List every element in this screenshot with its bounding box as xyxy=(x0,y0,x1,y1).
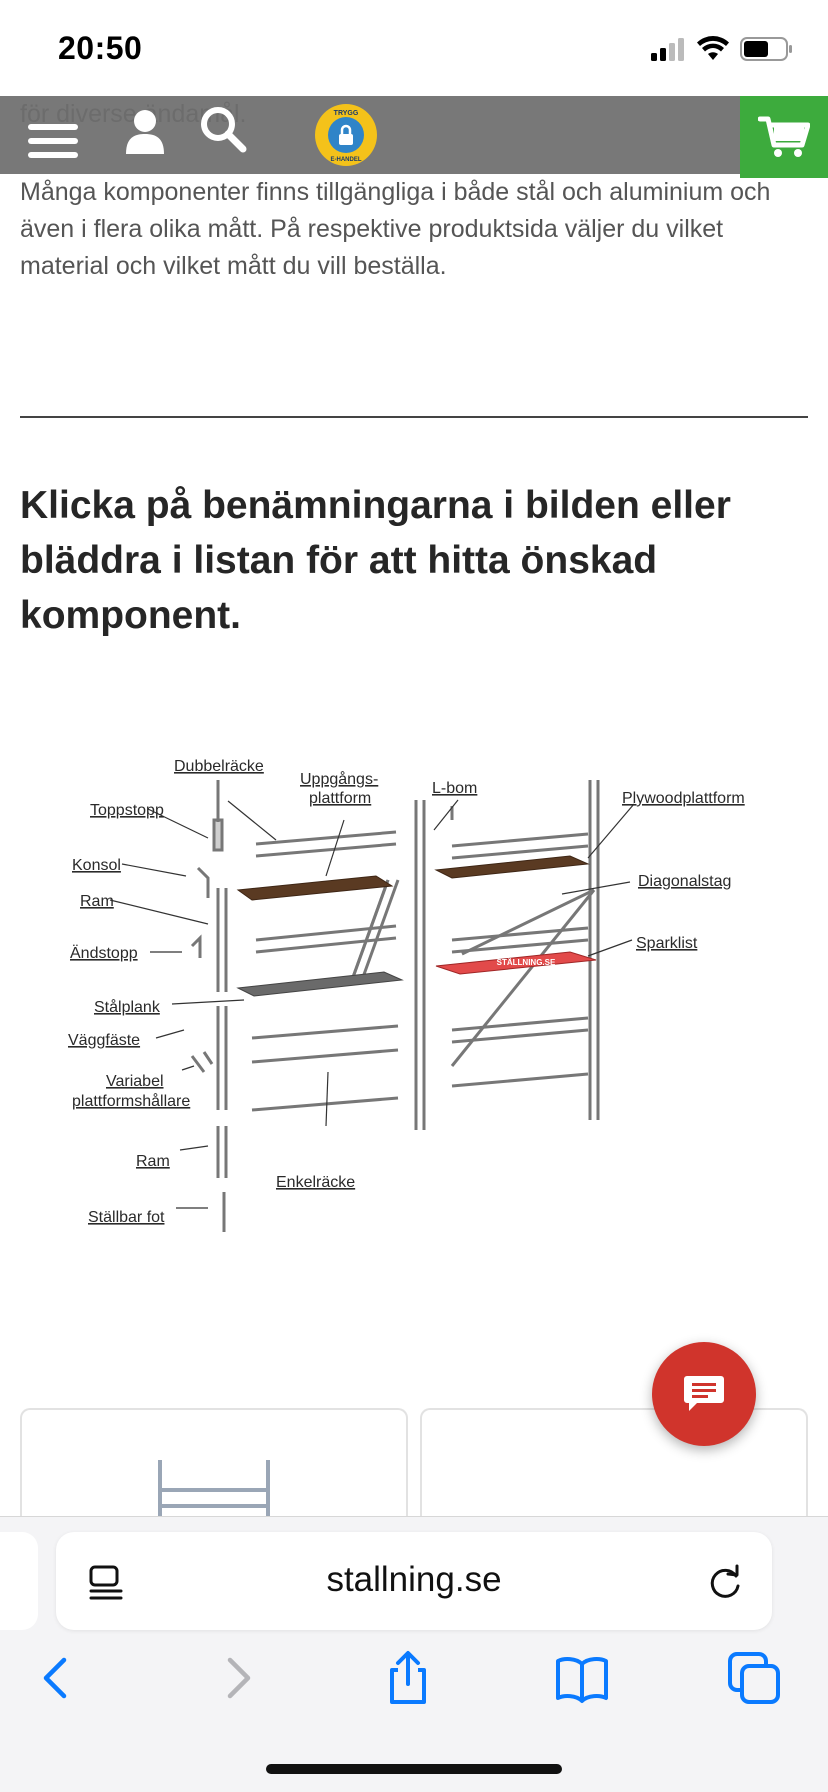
forward-icon[interactable] xyxy=(208,1650,264,1706)
bookmarks-icon[interactable] xyxy=(554,1650,610,1706)
url-text[interactable]: stallning.se xyxy=(326,1560,502,1599)
label-dubbelracke[interactable]: Dubbelräcke xyxy=(174,758,264,775)
svg-text:TRYGG: TRYGG xyxy=(333,110,359,117)
label-stallbar-fot[interactable]: Ställbar fot xyxy=(88,1209,165,1226)
label-diagonalstag[interactable]: Diagonalstag xyxy=(638,873,732,890)
cellular-signal-icon xyxy=(650,37,686,61)
page-heading: Klicka på benämningarna i bilden eller bläddra i listan för att hitta önskad komponent. xyxy=(20,484,731,637)
label-plywoodplattform[interactable]: Plywoodplattform xyxy=(622,790,745,807)
label-andstopp[interactable]: Ändstopp xyxy=(70,945,138,962)
page-menu-icon[interactable] xyxy=(86,1562,126,1602)
chat-icon xyxy=(683,1374,725,1414)
share-icon[interactable] xyxy=(380,1650,436,1706)
label-konsol[interactable]: Konsol xyxy=(72,857,121,874)
frame-product-image xyxy=(22,1410,408,1518)
status-time: 20:50 xyxy=(58,30,143,66)
label-enkelracke[interactable]: Enkelräcke xyxy=(276,1174,356,1191)
cart-button[interactable] xyxy=(740,96,828,178)
chat-button[interactable] xyxy=(652,1342,756,1446)
product-card[interactable] xyxy=(420,1408,808,1518)
battery-icon xyxy=(740,36,794,62)
label-toppstopp[interactable]: Toppstopp xyxy=(90,802,164,819)
search-icon[interactable] xyxy=(198,104,248,154)
cart-icon xyxy=(758,115,810,159)
status-bar xyxy=(0,0,828,96)
label-stalplank[interactable]: Stålplank xyxy=(94,999,160,1016)
trygg-ehandel-badge[interactable] xyxy=(314,103,378,167)
label-uppgangsplattform-1[interactable]: Uppgångs- xyxy=(300,771,379,788)
tabs-icon[interactable] xyxy=(726,1650,782,1706)
label-variabel-2[interactable]: plattformshållare xyxy=(72,1093,191,1110)
back-icon[interactable] xyxy=(30,1650,86,1706)
scaffold-component-diagram xyxy=(58,740,778,1240)
label-uppgangsplattform-2[interactable]: plattform xyxy=(309,790,372,807)
intro-paragraph: Många komponenter finns tillgängliga i både stål och aluminium och även i flera olika mått. På respektive produktsida väljer du vilket material och vilket mått du vill beställa. xyxy=(20,178,771,280)
svg-text:E-HANDEL: E-HANDEL xyxy=(330,157,362,163)
label-variabel-1[interactable]: Variabel xyxy=(106,1073,164,1090)
section-divider xyxy=(20,416,808,418)
svg-text:STÄLLNING.SE: STÄLLNING.SE xyxy=(496,958,556,967)
wifi-icon xyxy=(696,36,730,62)
label-sparklist[interactable]: Sparklist xyxy=(636,935,698,952)
label-l-bom[interactable]: L-bom xyxy=(432,780,478,797)
previous-tab-preview[interactable] xyxy=(0,1532,38,1630)
product-card[interactable] xyxy=(20,1408,408,1518)
reload-icon[interactable] xyxy=(706,1562,746,1602)
status-icons xyxy=(650,36,794,62)
user-icon[interactable] xyxy=(124,108,166,156)
label-vaggfaste[interactable]: Väggfäste xyxy=(68,1032,141,1049)
home-indicator xyxy=(266,1764,562,1774)
menu-icon[interactable] xyxy=(28,124,78,158)
label-ram-bottom[interactable]: Ram xyxy=(136,1153,170,1170)
label-ram-top[interactable]: Ram xyxy=(80,893,114,910)
